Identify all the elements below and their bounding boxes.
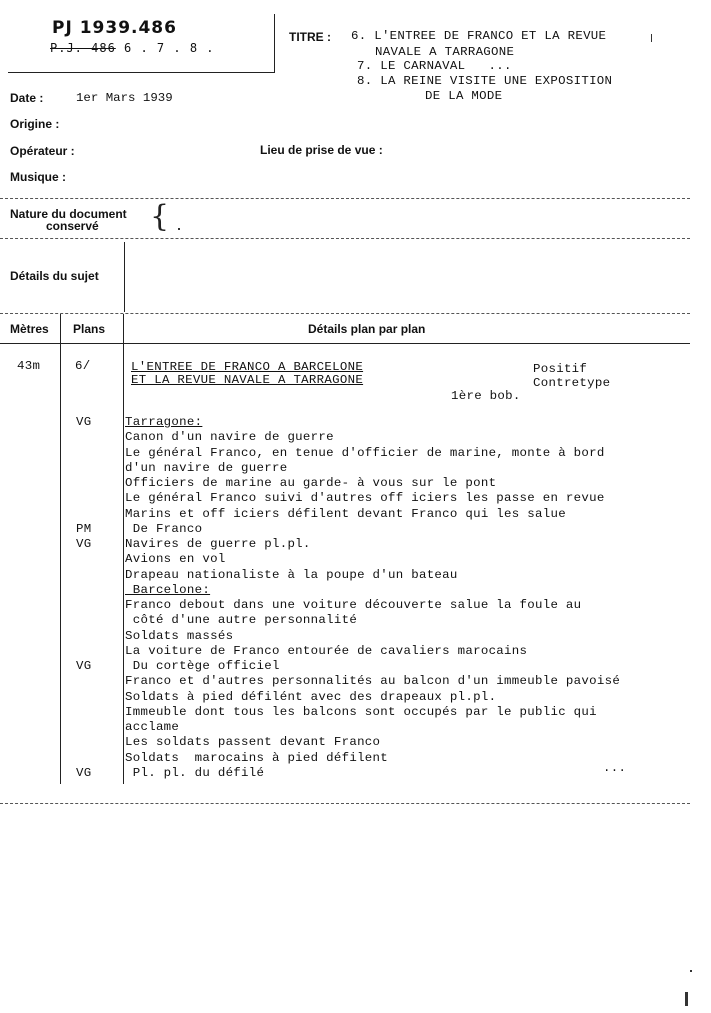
positif-label: Positif <box>533 362 588 376</box>
header-divider <box>274 14 275 72</box>
shot-description: De Franco <box>125 522 203 536</box>
shot-description: Immeuble dont tous les balcons sont occupés par le public qui <box>125 705 597 719</box>
origine-label: Origine : <box>10 117 60 131</box>
musique-label: Musique : <box>10 170 66 184</box>
column-header-details: Détails plan par plan <box>308 322 426 336</box>
column-divider-plans <box>123 314 124 784</box>
old-reference-struck: P.J. 486 <box>50 41 116 55</box>
section-title-line-1: L'ENTREE DE FRANCO A BARCELONE <box>131 360 364 374</box>
shot-description: Le général Franco suivi d'autres off iciers les passe en revue <box>125 491 605 505</box>
shot-description: Drapeau nationaliste à la poupe d'un bateau <box>125 568 458 582</box>
details-sujet-label: Détails du sujet <box>10 269 99 283</box>
titre-line-3: 7. LE CARNAVAL ... <box>357 59 512 73</box>
column-header-metres: Mètres <box>10 322 49 336</box>
plan-number: 6/ <box>75 359 91 373</box>
titre-label: TITRE : <box>289 30 331 44</box>
row-plan-code: VG <box>76 415 92 429</box>
row-plan-code: VG <box>76 537 92 551</box>
bobine-label: 1ère bob. <box>451 389 521 403</box>
shot-description: Soldats massés <box>125 629 234 643</box>
date-label: Date : <box>10 91 44 105</box>
trailing-mark: ... <box>603 761 627 775</box>
shot-description: Canon d'un navire de guerre <box>125 430 334 444</box>
row-plan-code: VG <box>76 766 92 780</box>
shot-description: Tarragone: <box>125 415 203 429</box>
shot-description: Officiers de marine au garde- à vous sur le pont <box>125 476 497 490</box>
reference-line <box>50 41 215 55</box>
table-header-rule <box>0 343 690 344</box>
separator-1 <box>0 198 690 199</box>
row-plan-code: VG <box>76 659 92 673</box>
shot-description: Navires de guerre pl.pl. <box>125 537 311 551</box>
row-plan-code: PM <box>76 522 92 536</box>
contretype-label: Contretype <box>533 376 611 390</box>
operateur-label: Opérateur : <box>10 144 75 158</box>
details-sujet-bracket <box>124 242 125 312</box>
lieu-label: Lieu de prise de vue : <box>260 143 383 157</box>
shot-description: d'un navire de guerre <box>125 461 288 475</box>
shot-description: Du cortège officiel <box>125 659 280 673</box>
shot-description: Le général Franco, en tenue d'officier de marine, monte à bord <box>125 446 605 460</box>
date-value: 1er Mars 1939 <box>76 91 173 105</box>
handwritten-reference: PJ 1939.486 <box>52 18 177 38</box>
nature-label-2: conservé <box>46 219 99 233</box>
shot-description: Soldats à pied défilént avec des drapeaux pl.pl. <box>125 690 497 704</box>
reference-sequence: 6 . 7 . 8 . <box>124 41 215 55</box>
column-divider-metres <box>60 314 61 784</box>
shot-description: Franco debout dans une voiture découverte salue la foule au <box>125 598 582 612</box>
speck <box>690 970 692 972</box>
separator-bottom <box>0 803 690 804</box>
shot-description: Les soldats passent devant Franco <box>125 735 381 749</box>
shot-description: côté d'une autre personnalité <box>125 613 358 627</box>
speck <box>685 992 688 1006</box>
titre-line-5: DE LA MODE <box>425 89 503 103</box>
section-title-line-2: ET LA REVUE NAVALE A TARRAGONE <box>131 373 364 387</box>
titre-line-2: NAVALE A TARRAGONE <box>375 45 515 59</box>
titre-line-1: 6. L'ENTREE DE FRANCO ET LA REVUE <box>351 29 607 43</box>
separator-2 <box>0 238 690 239</box>
speck <box>651 34 652 42</box>
column-header-plans: Plans <box>73 322 106 336</box>
shot-description: acclame <box>125 720 180 734</box>
speck <box>178 228 180 230</box>
titre-line-4: 8. LA REINE VISITE UNE EXPOSITION <box>357 74 613 88</box>
nature-label-1: Nature du document <box>10 207 127 221</box>
shot-description: Franco et d'autres personnalités au balcon d'un immeuble pavoisé <box>125 674 621 688</box>
separator-3 <box>0 313 690 314</box>
shot-description: Avions en vol <box>125 552 226 566</box>
shot-description: Barcelone: <box>125 583 211 597</box>
metres-value: 43m <box>17 359 41 373</box>
nature-brace: { <box>150 199 170 234</box>
shot-description: La voiture de Franco entourée de cavaliers marocains <box>125 644 528 658</box>
shot-description: Soldats marocains à pied défilent <box>125 751 389 765</box>
shot-description: Marins et off iciers défilent devant Franco qui les salue <box>125 507 566 521</box>
header-underline <box>8 72 275 73</box>
shot-description: Pl. pl. du défilé <box>125 766 265 780</box>
